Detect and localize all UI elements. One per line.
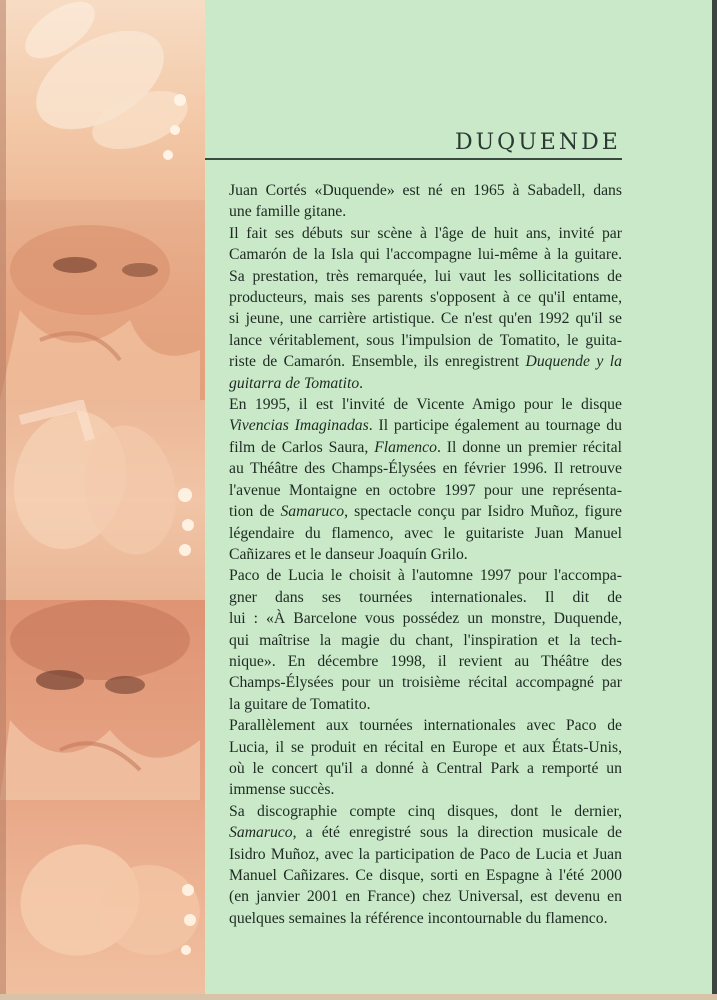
text-line: au Théâtre des Champs-Élysées en février 1996. Il retrouve (229, 460, 622, 478)
text-line: Sa discographie compte cinq disques, dont le dernier, (229, 802, 622, 820)
photo-face-hands-2 (0, 600, 205, 800)
paragraph-birth (229, 180, 622, 223)
page-edge-bottom (0, 994, 717, 1000)
photo-hands-clapping-3 (0, 800, 205, 1000)
text-line: Il fait ses débuts sur scène à l'âge de huit ans, invité par (229, 224, 622, 242)
text-line: légendaire du flamenco, avec le guitariste Juan Manuel (229, 524, 622, 542)
biography-text (229, 180, 622, 929)
text-line: gner dans ses tournées internationales. Il dit de (229, 588, 622, 606)
text-line: où le concert qu'il a donné à Central Park a remporté un (229, 759, 622, 777)
text-line: Juan Cortés «Duquende» est né en 1965 à Sabadell, dans (229, 182, 622, 199)
paragraph-paco-de-lucia (229, 565, 622, 715)
title-rule (205, 158, 622, 160)
text-line: immense succès. (229, 781, 335, 799)
photo-face-hands-1 (0, 200, 205, 400)
page-title: DUQUENDE (455, 130, 621, 155)
text-line: lui : «À Barcelone vous possédez un monstre, Duquende, (229, 610, 622, 628)
text-line: film de Carlos Saura, Flamenco. Il donne un premier récital (229, 438, 622, 456)
paragraph-discography (229, 801, 622, 929)
text-line: Champs-Élysées pour un troisième récital accompagné par (229, 674, 622, 692)
text-line: Camarón de la Isla qui l'accompagne lui-même à la guitare. (229, 246, 622, 264)
text-line: si jeune, une carrière artistique. Ce n'est qu'en 1992 qu'il se (229, 310, 622, 328)
text-line: Sa prestation, très remarquée, lui vaut les sollicitations de (229, 267, 622, 285)
text-line: riste de Camarón. Ensemble, ils enregistrent Duquende y la (229, 353, 622, 371)
text-line: une famille gitane. (229, 203, 347, 221)
text-line: nique». En décembre 1998, il revient au Théâtre des (229, 652, 622, 670)
photo-strip (0, 0, 205, 1000)
text-line: guitarra de Tomatito. (229, 374, 364, 392)
text-line: Cañizares et le danseur Joaquín Grilo. (229, 545, 468, 563)
text-line: tion de Samaruco, spectacle conçu par Isidro Muñoz, figure (229, 503, 623, 521)
text-line: Samaruco, a été enregistré sous la direction musicale de (229, 824, 622, 842)
text-line: Manuel Cañizares. Ce disque, sorti en Espagne à l'été 2000 (229, 867, 622, 884)
photo-hands-clapping-1 (0, 0, 205, 200)
text-line: Paco de Lucia le choisit à l'automne 1997 pour l'accompa- (229, 567, 622, 585)
text-line: Lucia, il se produit en récital en Europe et aux États-Unis, (229, 738, 622, 756)
text-line: Isidro Muñoz, avec la participation de Paco de Lucia et Juan (229, 845, 622, 863)
paragraph-debut (229, 223, 622, 394)
text-line: la guitare de Tomatito. (229, 695, 371, 713)
photo-hands-clapping-2 (0, 400, 205, 600)
text-line: Parallèlement aux tournées internationales avec Paco de (229, 717, 622, 735)
text-line: qui maîtrise la magie du chant, l'inspiration et la tech- (229, 631, 622, 649)
paragraph-tours (229, 715, 622, 801)
text-line: lance véritablement, sous l'impulsion de Tomatito, le guita- (229, 331, 622, 349)
text-line: Vivencias Imaginadas. Il participe également au tournage du (229, 417, 622, 435)
page-edge-right (712, 0, 717, 1000)
text-line: producteurs, mais ses parents s'opposent à ce qu'il entame, (229, 289, 622, 307)
text-line: En 1995, il est l'invité de Vicente Amigo pour le disque (229, 396, 622, 414)
text-line: l'avenue Montaigne en octobre 1997 pour une représenta- (229, 481, 622, 499)
paragraph-1995 (229, 394, 622, 565)
strip-edge-shadow (0, 0, 6, 1000)
text-line: (en janvier 2001 en France) chez Universal, est devenu en (229, 888, 622, 906)
text-line: quelques semaines la référence incontournable du flamenco. (229, 909, 608, 927)
